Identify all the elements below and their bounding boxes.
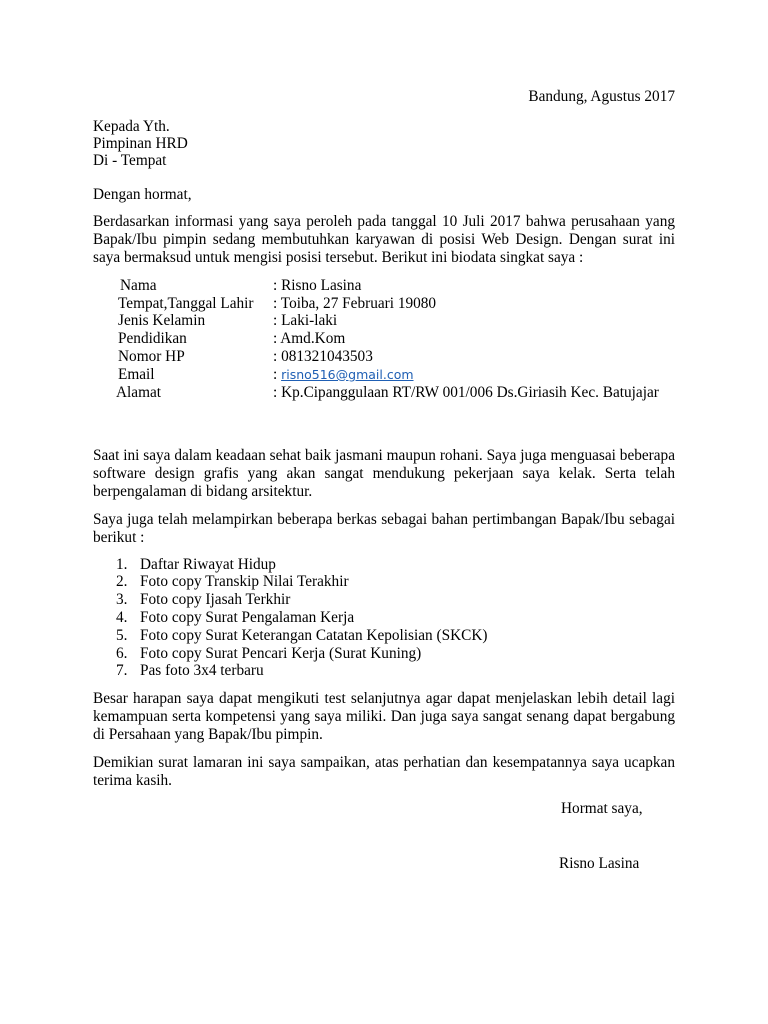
list-item: Daftar Riwayat Hidup [140,556,276,573]
biodata-label-ttl: Tempat,Tanggal Lahir [118,295,254,312]
intro-line-3: saya bermaksud untuk mengisi posisi tersebut. Berikut ini biodata singkat saya : [93,249,584,266]
biodata-label-phone: Nomor HP [118,348,185,365]
biodata-label-email: Email [118,366,155,383]
list-item: Foto copy Surat Keterangan Catatan Kepolisian (SKCK) [140,627,488,644]
para3-line-1: Saya juga telah melampirkan beberapa berkas sebagai bahan pertimbangan Bapak/Ibu sebagai [93,511,675,528]
list-item: Foto copy Transkip Nilai Terakhir [140,573,349,590]
list-item-number: 1. [116,556,128,573]
email-colon: : [273,366,282,383]
biodata-label-nama: Nama [120,277,157,294]
para5-line-1: Demikian surat lamaran ini saya sampaikan, atas perhatian dan kesempatannya saya ucapkan [93,754,675,771]
biodata-label-education: Pendidikan [118,330,187,347]
biodata-value-email [273,366,414,384]
list-item-number: 2. [116,573,128,590]
recipient-line-1: Kepada Yth. [93,118,170,135]
biodata-value-education: : Amd.Kom [273,330,346,347]
intro-line-2: Bapak/Ibu pimpin sedang membutuhkan karyawan di posisi Web Design. Dengan surat ini [93,231,675,248]
para4-line-1: Besar harapan saya dapat mengikuti test selanjutnya agar dapat menjelaskan lebih detail lagi [93,690,675,707]
closing: Hormat saya, [561,800,643,817]
recipient-line-2: Pimpinan HRD [93,135,188,152]
list-item-number: 7. [116,662,128,679]
intro-line-1: Berdasarkan informasi yang saya peroleh pada tanggal 10 Juli 2017 bahwa perusahaan yang [93,213,675,230]
recipient-line-3: Di - Tempat [93,152,167,169]
para2-line-1: Saat ini saya dalam keadaan sehat baik jasmani maupun rohani. Saya juga menguasai beberapa [93,447,675,464]
para3-line-2: berikut : [93,529,145,546]
place-date: Bandung, Agustus 2017 [528,88,675,105]
para4-line-2: kemampuan serta kompetensi yang saya miliki. Dan juga saya sangat senang dapat bergabung [93,708,675,725]
list-item-number: 5. [116,627,128,644]
signature-name: Risno Lasina [559,855,640,872]
para2-line-3: berpengalaman di bidang arsitektur. [93,483,313,500]
list-item: Foto copy Surat Pencari Kerja (Surat Kuning) [140,645,422,662]
greeting: Dengan hormat, [93,186,192,203]
biodata-value-gender: : Laki-laki [273,312,338,329]
para4-line-3: di Persahaan yang Bapak/Ibu pimpin. [93,726,323,743]
biodata-value-nama: : Risno Lasina [273,277,362,294]
list-item: Foto copy Ijasah Terkhir [140,591,291,608]
biodata-value-address: : Kp.Cipanggulaan RT/RW 001/006 Ds.Giriasih Kec. Batujajar [273,384,659,401]
list-item: Pas foto 3x4 terbaru [140,662,264,679]
list-item: Foto copy Surat Pengalaman Kerja [140,609,355,626]
list-item-number: 6. [116,645,128,662]
biodata-value-phone: : 081321043503 [273,348,373,365]
list-item-number: 3. [116,591,128,608]
email-link[interactable]: risno516@gmail.com [281,367,414,382]
biodata-label-gender: Jenis Kelamin [118,312,206,329]
para2-line-2: software design grafis yang akan sangat mendukung pekerjaan saya kelak. Serta telah [93,465,675,482]
biodata-value-ttl: : Toiba, 27 Februari 19080 [273,295,437,312]
biodata-label-address: Alamat [116,384,162,401]
para5-line-2: terima kasih. [93,772,173,789]
list-item-number: 4. [116,609,128,626]
